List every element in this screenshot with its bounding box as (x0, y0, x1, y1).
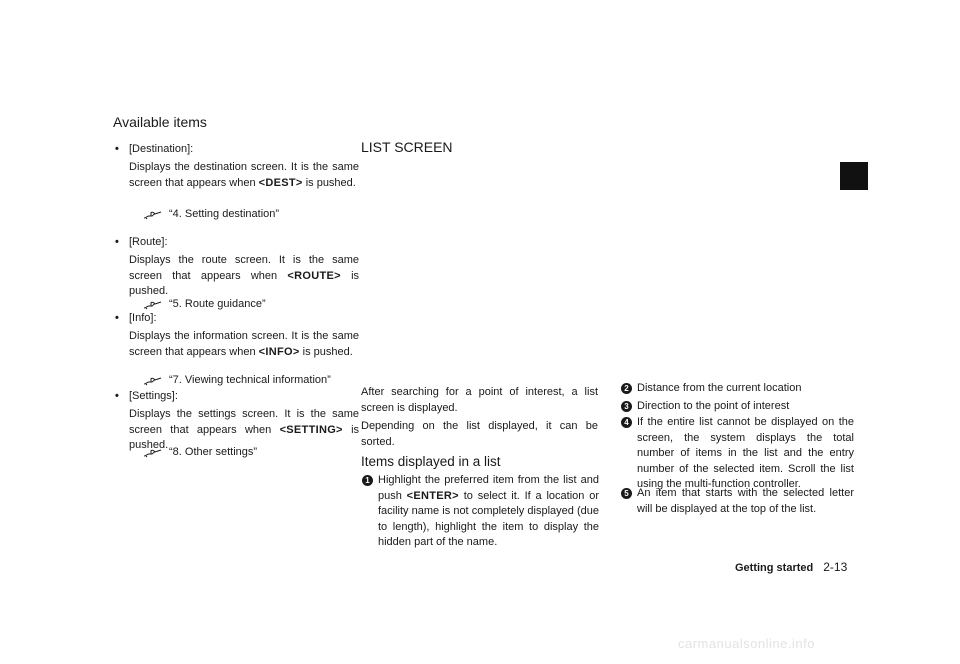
item-title: [Settings]: (129, 390, 178, 402)
item-title: [Destination]: (129, 143, 194, 155)
item-text: An item that starts with the selected letter will be displayed at the top of the list. (637, 487, 854, 515)
item-description: Displays the settings screen. It is the same screen that appears when <SETTING> is pushed. (129, 408, 360, 451)
number-badge: 5 (621, 488, 632, 499)
bullet-icon: • (115, 390, 119, 402)
cross-reference: “5. Route guidance” (143, 297, 266, 313)
item-description: Displays the destination screen. It is the same screen that appears when <DEST> is pushed. (129, 161, 359, 189)
page-footer (735, 560, 847, 574)
number-badge: 1 (362, 475, 373, 486)
reference-pointer-icon (143, 445, 163, 458)
cross-reference: “8. Other settings” (143, 445, 257, 461)
reference-pointer-icon (143, 373, 163, 386)
items-displayed-heading: Items displayed in a list (361, 454, 501, 469)
item-description: Displays the information screen. It is the same screen that appears when <INFO> is pushed. (129, 330, 359, 358)
bullet-icon: • (115, 312, 119, 324)
cross-reference: “4. Setting destination” (143, 207, 279, 223)
item-text: Highlight the preferred item from the list and push <ENTER> to select it. If a location or facility name is not completely displayed (due to length), highlight the item to display the hidden part of the name. (378, 474, 599, 548)
cross-reference: “7. Viewing technical information” (143, 373, 331, 389)
available-items-heading: Available items (113, 114, 207, 130)
number-badge: 3 (621, 401, 632, 412)
watermark: carmanualsonline.info (678, 636, 815, 651)
number-badge: 2 (621, 383, 632, 394)
item-text: Direction to the point of interest (637, 400, 790, 412)
paragraph-intro: After searching for a point of interest, a list screen is displayed. (361, 386, 598, 414)
number-badge: 4 (621, 417, 632, 428)
item-title: [Info]: (129, 312, 157, 324)
list-screen-heading: LIST SCREEN (361, 139, 453, 155)
reference-pointer-icon (143, 297, 163, 310)
bullet-icon: • (115, 236, 119, 248)
item-title: [Route]: (129, 236, 168, 248)
section-tab-marker (840, 162, 868, 190)
page-number: 2-13 (823, 560, 848, 574)
item-description: Displays the route screen. It is the same screen that appears when <ROUTE> is pushed. (129, 254, 360, 297)
item-text: Distance from the current location (637, 382, 802, 394)
item-text: If the entire list cannot be displayed on the screen, the system displays the total number of items in the list and the entry number of the selected item. Scroll the list using the multi-function controller. (637, 416, 854, 490)
bullet-icon: • (115, 143, 119, 155)
reference-pointer-icon (143, 207, 163, 220)
paragraph-sorting: Depending on the list displayed, it can be sorted. (361, 420, 598, 448)
footer-section-title: Getting started (735, 562, 814, 574)
